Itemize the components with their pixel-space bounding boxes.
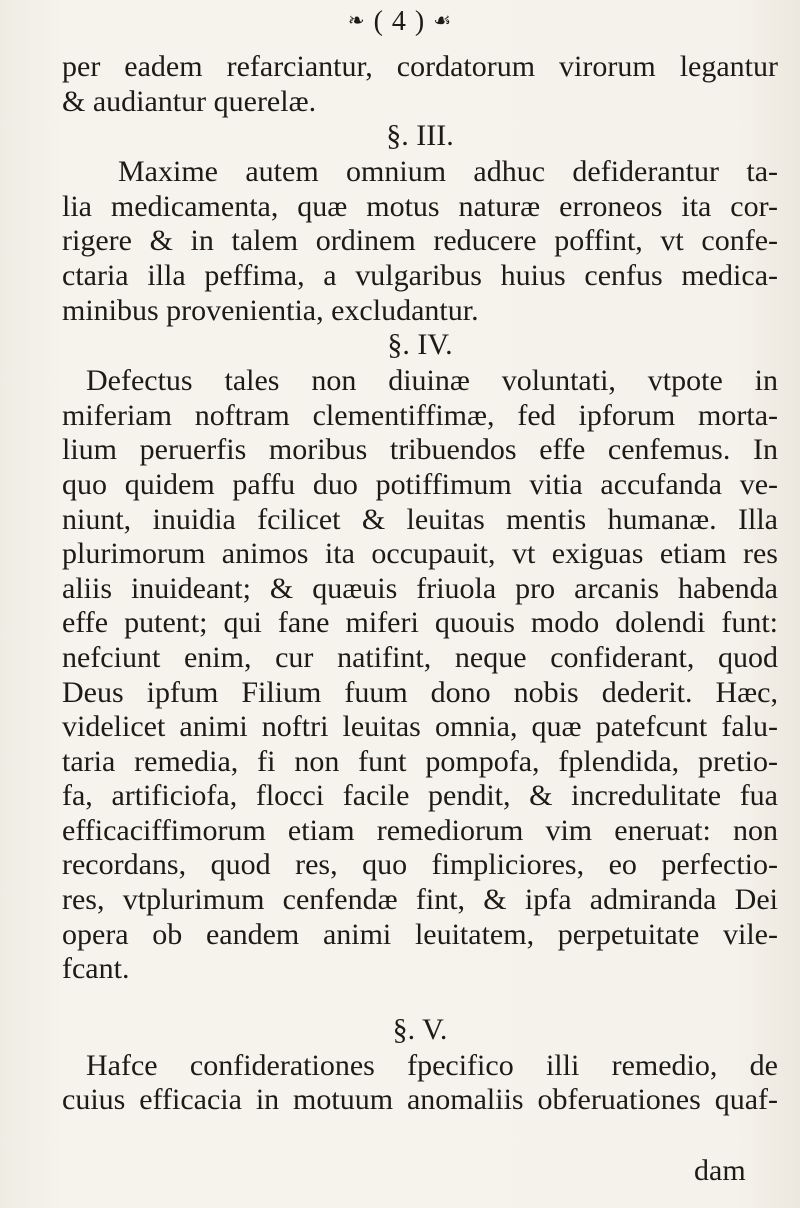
text-line: quo quidem paffu duo potiffimum vitia accufanda ve- [62,467,778,501]
text-line: Hafce confiderationes fpecifico illi remedio, de [86,1048,778,1082]
body-text [62,50,778,1118]
text-line: nefciunt enim, cur natifint, neque confiderant, quod [62,640,778,674]
text-line: opera ob eandem animi leuitatem, perpetuitate vile- [62,917,778,951]
section-heading: §. III. [386,119,454,153]
page-number: ( 4 ) [373,6,426,37]
text-line: Defectus tales non diuinæ voluntati, vtpote in [86,364,778,398]
catchword: dam [694,1154,746,1187]
text-line: effe putent; qui fane miferi quouis modo dolendi funt: [62,606,778,640]
text-line: fcant. [62,952,130,986]
text-line: & audiantur querelæ. [62,84,317,118]
text-line: Maxime autem omnium adhuc defiderantur ta- [118,155,778,189]
section-heading: §. V. [392,1012,448,1046]
text-line: efficaciffimorum etiam remediorum vim eneruat: non [62,813,778,847]
text-line: lium peruerfis moribus tribuendos effe cenfemus. In [62,433,778,467]
text-line: rigere & in talem ordinem reducere poffint, vt confe- [62,224,778,258]
right-ornament-icon: ☙ [433,10,453,32]
text-line: aliis inuideant; & quæuis friuola pro arcanis habenda [62,571,778,605]
text-line: niunt, inuidia fcilicet & leuitas mentis humanæ. Illa [62,502,778,536]
section-heading: §. IV. [387,328,453,362]
text-line: plurimorum animos ita occupauit, vt exiguas etiam res [62,537,778,571]
text-line: per eadem refarciantur, cordatorum virorum legantur [62,50,778,83]
text-line: recordans, quod res, quo fimpliciores, eo perfectio- [62,848,778,882]
text-line: miferiam noftram clementiffimæ, fed ipforum morta- [62,398,778,432]
text-line: Deus ipfum Filium fuum dono nobis dederit. Hæc, [62,675,778,709]
text-line: cuius efficacia in motuum anomaliis obferuationes quaf- [62,1083,778,1117]
text-line: videlicet animi noftri leuitas omnia, quæ patefcunt falu- [62,710,778,744]
text-line: fa, artificiofa, flocci facile pendit, & incredulitate fua [62,779,778,813]
left-ornament-icon: ❧ [347,10,366,32]
text-line: ctaria illa peffima, a vulgaribus huius cenfus medica- [62,258,778,292]
text-line: minibus provenientia, excludantur. [62,293,479,327]
text-line: lia medicamenta, quæ motus naturæ erroneos ita cor- [62,189,778,223]
page-header [0,6,800,38]
text-line: taria remedia, fi non funt pompofa, fplendida, pretio- [62,744,778,778]
text-line: res, vtplurimum cenfendæ fint, & ipfa admiranda Dei [62,883,778,917]
